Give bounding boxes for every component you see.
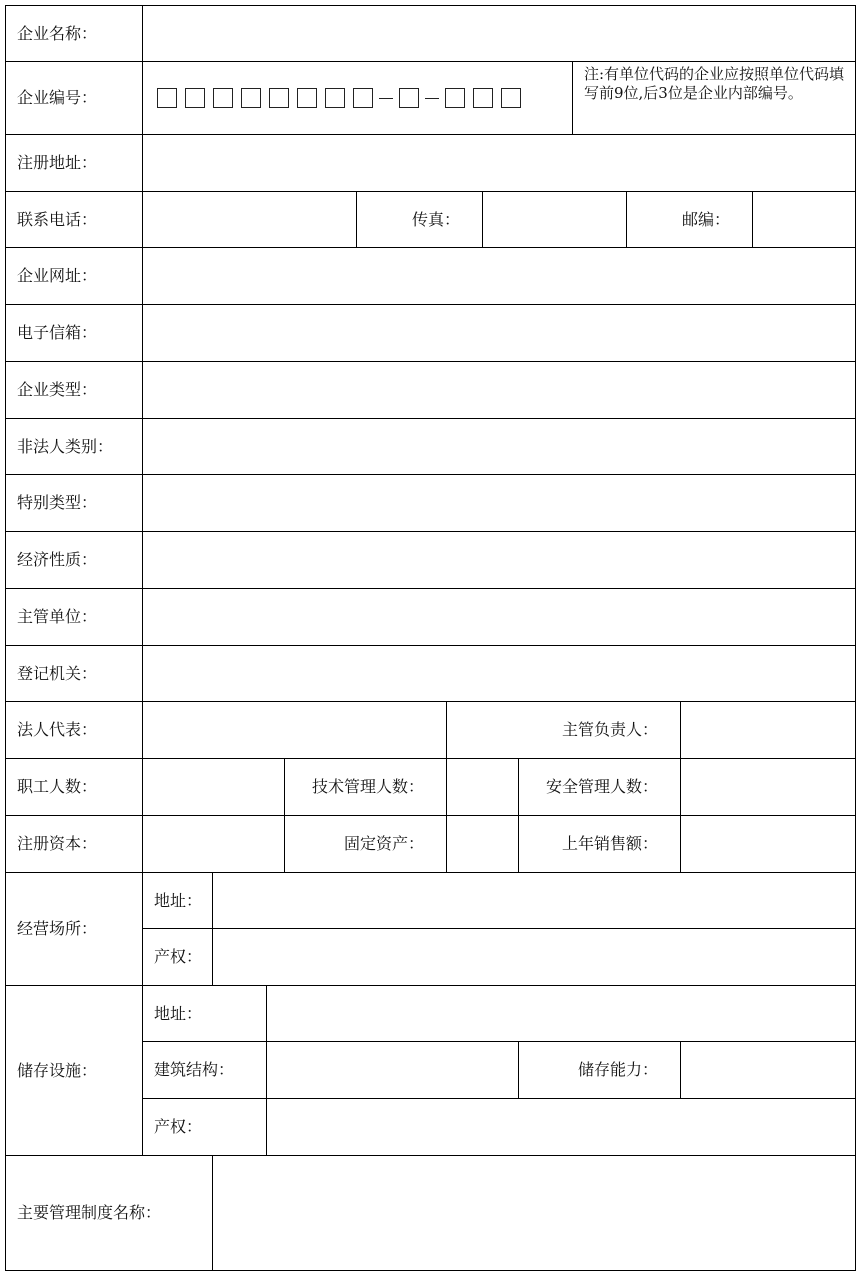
tech-staff-field[interactable] xyxy=(446,758,519,816)
special-type-label: 特别类型： xyxy=(5,474,143,532)
code-box[interactable] xyxy=(501,88,521,108)
last-year-sales-field[interactable] xyxy=(680,815,856,873)
code-box[interactable] xyxy=(399,88,419,108)
bp-property-label: 产权： xyxy=(142,928,213,986)
st-structure-field[interactable] xyxy=(266,1041,519,1099)
safety-staff-field[interactable] xyxy=(680,758,856,816)
supervisor-unit-label: 主管单位： xyxy=(5,588,143,646)
non-legal-category-field[interactable] xyxy=(142,418,856,475)
code-box[interactable] xyxy=(353,88,373,108)
last-year-sales-label: 上年销售额： xyxy=(518,815,681,873)
dash-separator xyxy=(425,98,439,99)
st-capacity-field[interactable] xyxy=(680,1041,856,1099)
st-property-field[interactable] xyxy=(266,1098,856,1156)
bp-address-label: 地址： xyxy=(142,872,213,929)
management-systems-field[interactable] xyxy=(212,1155,856,1271)
company-no-note: 注:有单位代码的企业应按照单位代码填写前9位,后3位是企业内部编号。 xyxy=(572,61,856,135)
st-structure-label: 建筑结构： xyxy=(142,1041,267,1099)
supervisor-person-label: 主管负责人： xyxy=(446,701,681,759)
phone-label: 联系电话： xyxy=(5,191,143,248)
staff-count-label: 职工人数： xyxy=(5,758,143,816)
reg-capital-label: 注册资本： xyxy=(5,815,143,873)
code-box[interactable] xyxy=(269,88,289,108)
code-boxes xyxy=(157,88,521,108)
enterprise-info-form xyxy=(6,6,857,1272)
reg-capital-field[interactable] xyxy=(142,815,285,873)
phone-field[interactable] xyxy=(142,191,357,248)
fixed-assets-label: 固定资产： xyxy=(284,815,447,873)
supervisor-person-field[interactable] xyxy=(680,701,856,759)
tech-staff-label: 技术管理人数： xyxy=(284,758,447,816)
website-field[interactable] xyxy=(142,247,856,305)
company-type-label: 企业类型： xyxy=(5,361,143,419)
website-label: 企业网址： xyxy=(5,247,143,305)
st-address-field[interactable] xyxy=(266,985,856,1042)
company-name-field[interactable] xyxy=(142,5,856,62)
dash-separator xyxy=(379,98,393,99)
reg-address-label: 注册地址： xyxy=(5,134,143,192)
fixed-assets-field[interactable] xyxy=(446,815,519,873)
supervisor-unit-field[interactable] xyxy=(142,588,856,646)
postcode-label: 邮编： xyxy=(626,191,753,248)
company-type-field[interactable] xyxy=(142,361,856,419)
economic-nature-field[interactable] xyxy=(142,531,856,589)
staff-count-field[interactable] xyxy=(142,758,285,816)
code-box[interactable] xyxy=(445,88,465,108)
code-box[interactable] xyxy=(157,88,177,108)
reg-authority-field[interactable] xyxy=(142,645,856,702)
st-address-label: 地址： xyxy=(142,985,267,1042)
st-capacity-label: 储存能力： xyxy=(518,1041,681,1099)
bp-address-field[interactable] xyxy=(212,872,856,929)
company-no-field[interactable] xyxy=(142,61,573,135)
company-no-label: 企业编号： xyxy=(5,61,143,135)
business-place-label: 经营场所： xyxy=(5,872,143,986)
code-box[interactable] xyxy=(473,88,493,108)
non-legal-category-label: 非法人类别： xyxy=(5,418,143,475)
code-box[interactable] xyxy=(185,88,205,108)
special-type-field[interactable] xyxy=(142,474,856,532)
economic-nature-label: 经济性质： xyxy=(5,531,143,589)
email-label: 电子信箱： xyxy=(5,304,143,362)
bp-property-field[interactable] xyxy=(212,928,856,986)
email-field[interactable] xyxy=(142,304,856,362)
fax-field[interactable] xyxy=(482,191,627,248)
reg-address-field[interactable] xyxy=(142,134,856,192)
code-box[interactable] xyxy=(213,88,233,108)
management-systems-label: 主要管理制度名称： xyxy=(5,1155,213,1271)
safety-staff-label: 安全管理人数： xyxy=(518,758,681,816)
postcode-field[interactable] xyxy=(752,191,856,248)
st-property-label: 产权： xyxy=(142,1098,267,1156)
reg-authority-label: 登记机关： xyxy=(5,645,143,702)
code-box[interactable] xyxy=(241,88,261,108)
code-box[interactable] xyxy=(297,88,317,108)
company-name-label: 企业名称： xyxy=(5,5,143,62)
code-box[interactable] xyxy=(325,88,345,108)
legal-rep-field[interactable] xyxy=(142,701,447,759)
storage-label: 储存设施： xyxy=(5,985,143,1156)
legal-rep-label: 法人代表： xyxy=(5,701,143,759)
fax-label: 传真： xyxy=(356,191,483,248)
